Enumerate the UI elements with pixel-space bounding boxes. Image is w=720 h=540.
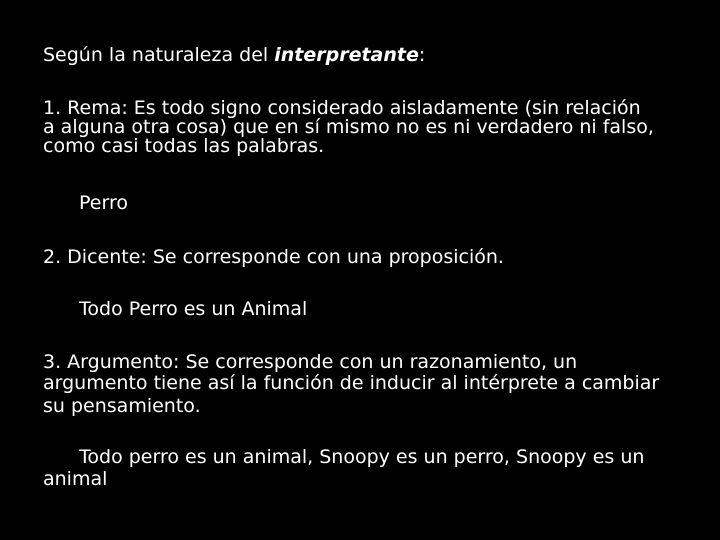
item-3-example-line-2: animal	[43, 468, 108, 490]
item-1-example: Perro	[79, 192, 128, 214]
item-1-line-3: como casi todas las palabras.	[43, 135, 325, 157]
heading-emphasis: interpretante	[274, 44, 419, 66]
heading-text: Según la naturaleza del	[43, 44, 275, 66]
item-2-line-1: 2. Dicente: Se corresponde con una proposición.	[43, 246, 504, 268]
item-1-line-2: a alguna otra cosa) que en sí mismo no es ni verdadero ni falso,	[43, 116, 654, 138]
item-3-line-2: argumento tiene así la función de inducir al intérprete a cambiar	[43, 372, 660, 394]
item-3-example-line-1: Todo perro es un animal, Snoopy es un perro, Snoopy es un	[79, 446, 645, 468]
item-2-example: Todo Perro es un Animal	[79, 298, 308, 320]
item-1-line-1: 1. Rema: Es todo signo considerado aisladamente (sin relación	[43, 97, 641, 119]
heading-colon: :	[418, 44, 426, 66]
slide-heading	[43, 46, 683, 65]
item-3-line-3: su pensamiento.	[43, 395, 201, 417]
item-3-line-1: 3. Argumento: Se corresponde con un razonamiento, un	[43, 351, 578, 373]
